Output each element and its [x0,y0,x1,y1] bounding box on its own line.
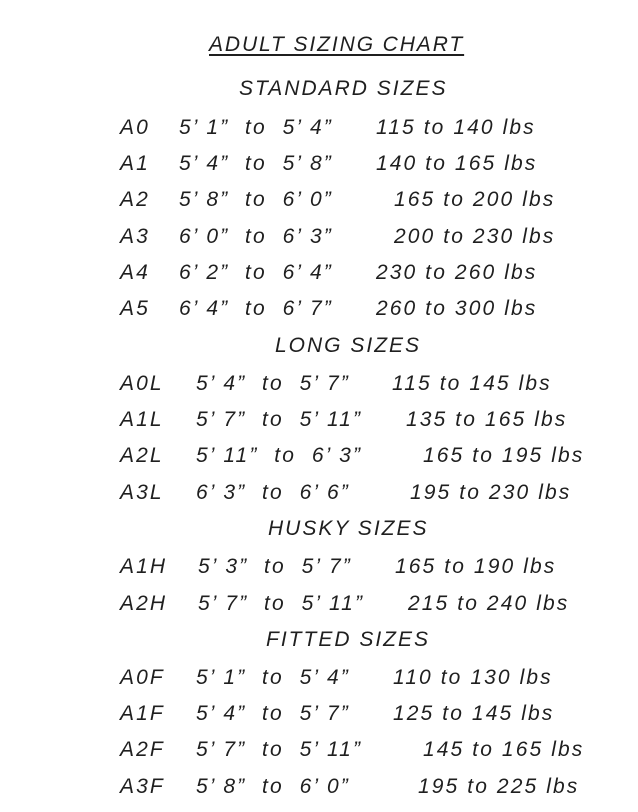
weight-range-a0l: 115 to 145 lbs [392,372,552,395]
size-code-a1f: A1F [120,702,165,725]
section-heading-standard: STANDARD SIZES [239,77,448,100]
height-range-a3l: 6’ 3” to 6’ 6” [196,481,350,504]
size-code-a0: A0 [120,116,150,139]
size-code-a4: A4 [120,261,150,284]
size-code-a1h: A1H [120,555,168,578]
weight-range-a1h: 165 to 190 lbs [395,555,557,578]
weight-range-a1l: 135 to 165 lbs [406,408,568,431]
height-range-a3: 6’ 0” to 6’ 3” [179,225,333,248]
height-range-a2: 5’ 8” to 6’ 0” [179,188,333,211]
weight-range-a3f: 195 to 225 lbs [418,775,580,798]
weight-range-a1f: 125 to 145 lbs [393,702,555,725]
size-code-a3: A3 [120,225,150,248]
size-code-a0l: A0L [120,372,164,395]
height-range-a0l: 5’ 4” to 5’ 7” [196,372,350,395]
height-range-a1f: 5’ 4” to 5’ 7” [196,702,350,725]
height-range-a0f: 5’ 1” to 5’ 4” [196,666,350,689]
height-range-a1h: 5’ 3” to 5’ 7” [198,555,352,578]
weight-range-a3: 200 to 230 lbs [394,225,556,248]
size-code-a0f: A0F [120,666,165,689]
section-heading-fitted: FITTED SIZES [266,628,431,651]
section-heading-long: LONG SIZES [275,334,422,357]
chart-title: ADULT SIZING CHART [209,33,465,56]
size-code-a3f: A3F [120,775,165,798]
weight-range-a2h: 215 to 240 lbs [408,592,570,615]
size-code-a2: A2 [120,188,150,211]
weight-range-a0: 115 to 140 lbs [376,116,536,139]
weight-range-a2l: 165 to 195 lbs [423,444,585,467]
height-range-a1l: 5’ 7” to 5’ 11” [196,408,363,431]
weight-range-a1: 140 to 165 lbs [376,152,538,175]
size-code-a2h: A2H [120,592,168,615]
weight-range-a5: 260 to 300 lbs [376,297,538,320]
height-range-a2l: 5’ 11” to 6’ 3” [196,444,363,467]
size-code-a1l: A1L [120,408,164,431]
height-range-a2f: 5’ 7” to 5’ 11” [196,738,363,761]
height-range-a4: 6’ 2” to 6’ 4” [179,261,333,284]
height-range-a1: 5’ 4” to 5’ 8” [179,152,333,175]
size-code-a2l: A2L [120,444,164,467]
height-range-a5: 6’ 4” to 6’ 7” [179,297,333,320]
size-code-a5: A5 [120,297,150,320]
size-code-a3l: A3L [120,481,164,504]
height-range-a0: 5’ 1” to 5’ 4” [179,116,333,139]
weight-range-a3l: 195 to 230 lbs [410,481,572,504]
section-heading-husky: HUSKY SIZES [268,517,429,540]
size-code-a2f: A2F [120,738,165,761]
size-code-a1: A1 [120,152,150,175]
weight-range-a2f: 145 to 165 lbs [423,738,585,761]
weight-range-a2: 165 to 200 lbs [394,188,556,211]
height-range-a2h: 5’ 7” to 5’ 11” [198,592,365,615]
weight-range-a4: 230 to 260 lbs [376,261,538,284]
weight-range-a0f: 110 to 130 lbs [393,666,553,689]
height-range-a3f: 5’ 8” to 6’ 0” [196,775,350,798]
